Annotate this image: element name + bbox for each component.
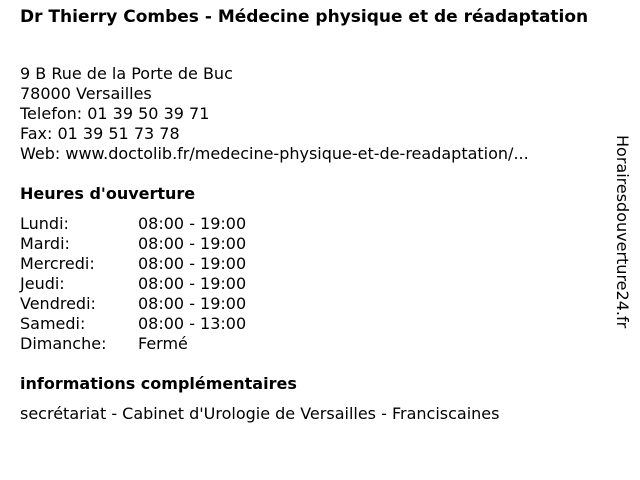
day-hours: 08:00 - 13:00 bbox=[138, 314, 247, 333]
additional-info-text: secrétariat - Cabinet d'Urologie de Versailles - Franciscaines bbox=[20, 404, 500, 423]
address-block bbox=[20, 64, 529, 164]
fax-number: Fax: 01 39 51 73 78 bbox=[20, 124, 180, 143]
day-label: Dimanche: bbox=[20, 334, 107, 353]
day-hours: 08:00 - 19:00 bbox=[138, 214, 247, 233]
website: Web: www.doctolib.fr/medecine-physique-et-de-readaptation/... bbox=[20, 144, 529, 163]
page-title: Dr Thierry Combes - Médecine physique et de réadaptation bbox=[20, 7, 589, 27]
hours-row bbox=[20, 254, 246, 274]
day-label: Mercredi: bbox=[20, 254, 95, 273]
day-label: Samedi: bbox=[20, 314, 86, 333]
opening-hours-heading: Heures d'ouverture bbox=[20, 184, 196, 203]
hours-row bbox=[20, 334, 246, 354]
day-hours: 08:00 - 19:00 bbox=[138, 294, 247, 313]
day-label: Jeudi: bbox=[20, 274, 65, 293]
day-label: Vendredi: bbox=[20, 294, 96, 313]
hours-row bbox=[20, 314, 246, 334]
opening-hours-table bbox=[20, 214, 246, 354]
site-watermark: Horairesdouverture24.fr bbox=[613, 135, 632, 329]
day-hours: Fermé bbox=[138, 334, 188, 353]
hours-row bbox=[20, 214, 246, 234]
day-hours: 08:00 - 19:00 bbox=[138, 234, 247, 253]
hours-row bbox=[20, 274, 246, 294]
day-hours: 08:00 - 19:00 bbox=[138, 254, 247, 273]
hours-row bbox=[20, 294, 246, 314]
street-address: 9 B Rue de la Porte de Buc bbox=[20, 64, 233, 83]
phone-number: Telefon: 01 39 50 39 71 bbox=[20, 104, 210, 123]
additional-info-heading: informations complémentaires bbox=[20, 374, 297, 393]
day-hours: 08:00 - 19:00 bbox=[138, 274, 247, 293]
day-label: Lundi: bbox=[20, 214, 69, 233]
hours-row bbox=[20, 234, 246, 254]
city: 78000 Versailles bbox=[20, 84, 152, 103]
day-label: Mardi: bbox=[20, 234, 70, 253]
